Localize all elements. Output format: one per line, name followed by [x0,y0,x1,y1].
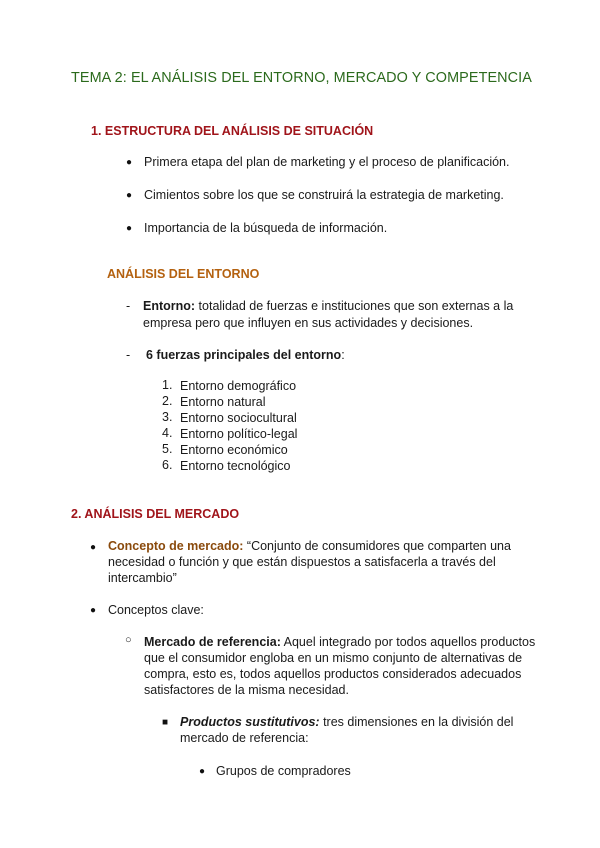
bullet-icon: ● [126,223,133,234]
section1-bullet-1: Primera etapa del plan de marketing y el proceso de planificación. [144,155,510,169]
force-item-1: Entorno demográfico [180,379,297,393]
referencia-line-1 [144,634,535,651]
concepto-line-3: intercambio” [108,571,177,585]
force-item-4: Entorno político-legal [180,427,298,441]
concepto-text: “Conjunto de consumidores que comparten una [243,539,511,553]
fuerzas-term: 6 fuerzas principales del entorno [146,348,342,362]
bullet-icon: ● [90,605,97,616]
list-number: 2. [162,394,173,408]
entorno-definition-text: totalidad de fuerzas e instituciones que son externas a la [195,299,514,313]
referencia-term: Mercado de referencia: [144,635,281,649]
hollow-bullet-icon: ○ [125,634,132,646]
list-number: 6. [162,458,173,472]
concepto-line-2: necesidad o función y que están dispuestos a satisfacerla a través del [108,555,496,569]
list-number: 3. [162,410,173,424]
section2-heading: 2. ANÁLISIS DEL MERCADO [71,507,240,521]
list-number: 5. [162,442,173,456]
referencia-text: Aquel integrado por todos aquellos productos [280,635,536,649]
concepto-term: Concepto de mercado: [108,539,244,553]
sustitutivos-line-1 [180,714,513,731]
dash-icon: - [126,299,131,313]
force-item-6: Entorno tecnológico [180,459,291,473]
section1-bullet-2: Cimientos sobre los que se construirá la estrategia de marketing. [144,188,504,202]
sustitutivos-line-2: mercado de referencia: [180,731,309,745]
conceptos-clave: Conceptos clave: [108,603,204,617]
sustitutivos-text: tres dimensiones en la división del [319,715,514,729]
bullet-icon: ● [126,190,133,201]
fuerzas-colon: : [341,348,345,362]
grupos-compradores: Grupos de compradores [216,764,351,778]
square-bullet-icon: ■ [162,717,169,728]
list-number: 1. [162,378,173,392]
referencia-line-4: satisfactores de la misma necesidad. [144,683,349,697]
force-item-3: Entorno sociocultural [180,411,297,425]
force-item-5: Entorno económico [180,443,288,457]
sustitutivos-term: Productos sustitutivos: [180,715,320,729]
section1-bullet-3: Importancia de la búsqueda de información. [144,221,388,235]
dash-icon: - [126,348,131,362]
entorno-heading: ANÁLISIS DEL ENTORNO [107,267,260,281]
bullet-icon: ● [199,766,206,777]
entorno-definition-line-1 [143,298,513,315]
entorno-definition-line-2: empresa pero que influyen en sus actividades y decisiones. [143,316,474,330]
entorno-term: Entorno: [143,299,196,313]
bullet-icon: ● [90,542,97,553]
referencia-line-3: compra, esto es, todos aquellos productos considerados adecuados [144,667,522,681]
list-number: 4. [162,426,173,440]
bullet-icon: ● [126,157,133,168]
fuerzas-line [146,347,345,364]
referencia-line-2: que el consumidor engloba en un mismo conjunto de alternativas de [144,651,523,665]
document-title: TEMA 2: EL ANÁLISIS DEL ENTORNO, MERCADO Y COMPETENCIA [71,70,532,86]
concepto-line-1 [108,538,511,555]
force-item-2: Entorno natural [180,395,266,409]
section1-heading: 1. ESTRUCTURA DEL ANÁLISIS DE SITUACIÓN [91,124,374,138]
